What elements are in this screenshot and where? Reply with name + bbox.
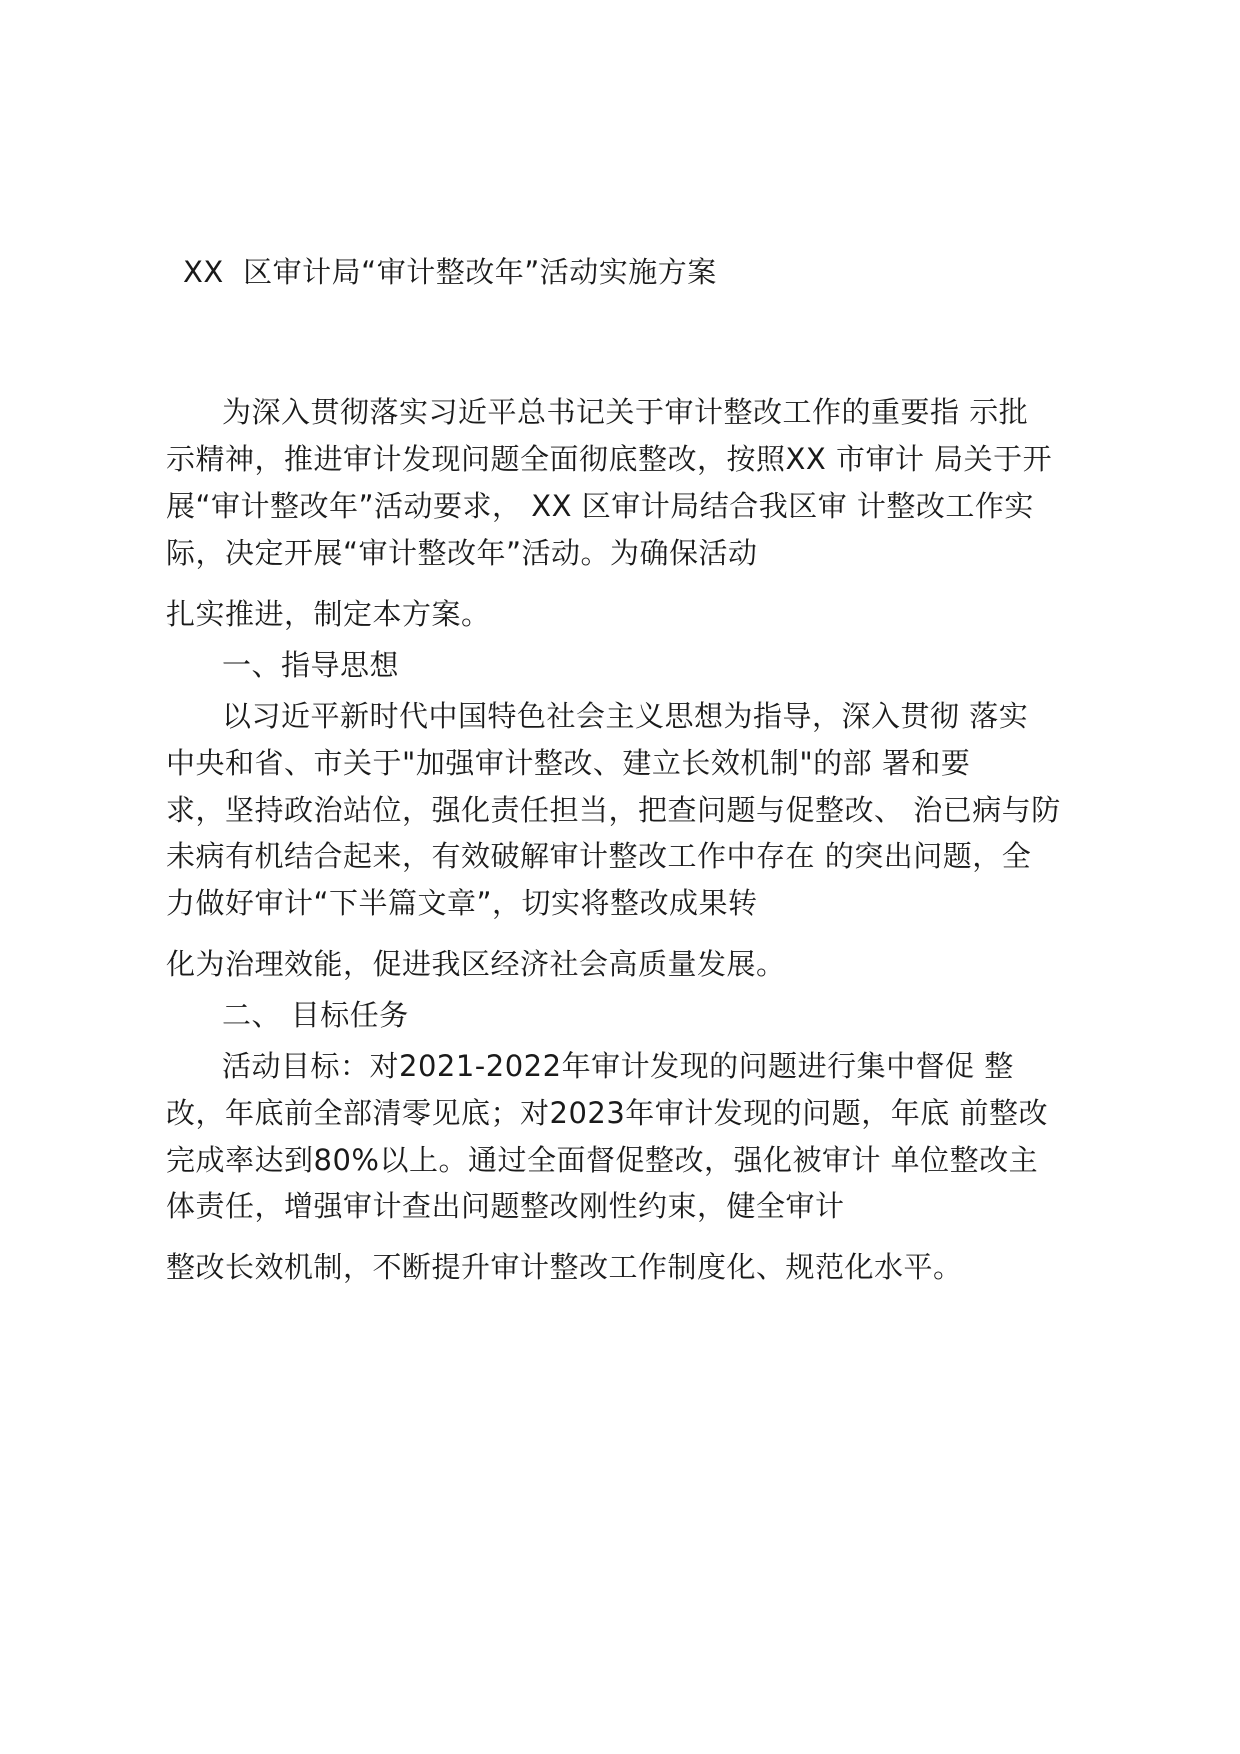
paragraph-1-line-4: 际，决定开展“审计整改年”活动。为确保活动	[166, 536, 758, 570]
paragraph-3-line-2: 改，年底前全部清零见底；对2023年审计发现的问题，年底 前整改	[166, 1096, 1049, 1130]
section-heading-2: 二、 目标任务	[222, 998, 409, 1032]
paragraph-3-line-4: 体责任，增强审计查出问题整改刚性约束，健全审计	[166, 1189, 845, 1223]
paragraph-2-line-1: 以习近平新时代中国特色社会主义思想为指导，深入贯彻 落实	[222, 699, 1029, 733]
paragraph-3-line-1: 活动目标：对2021-2022年审计发现的问题进行集中督促 整	[222, 1049, 1014, 1083]
document-title: XX 区审计局“审计整改年”活动实施方案	[183, 255, 717, 289]
paragraph-2-line-3: 求，坚持政治站位，强化责任担当，把查问题与促整改、 治已病与防	[166, 793, 1061, 827]
paragraph-1-line-2: 示精神，推进审计发现问题全面彻底整改，按照XX 市审计 局关于开	[166, 442, 1053, 476]
paragraph-2-line-5: 力做好审计“下半篇文章”，切实将整改成果转	[166, 886, 758, 920]
paragraph-3-line-5: 整改长效机制，不断提升审计整改工作制度化、规范化水平。	[166, 1250, 963, 1284]
paragraph-1-line-3: 展“审计整改年”活动要求， XX 区审计局结合我区审 计整改工作实	[166, 489, 1034, 523]
paragraph-1-line-1: 为深入贯彻落实习近平总书记关于审计整改工作的重要指 示批	[222, 395, 1029, 429]
section-heading-1: 一、指导思想	[222, 648, 400, 682]
paragraph-2-line-2: 中央和省、市关于"加强审计整改、建立长效机制"的部 署和要	[166, 746, 971, 780]
paragraph-1-line-5: 扎实推进，制定本方案。	[166, 597, 491, 631]
paragraph-2-line-4: 未病有机结合起来，有效破解审计整改工作中存在 的突出问题，全	[166, 839, 1032, 873]
paragraph-3-line-3: 完成率达到80%以上。通过全面督促整改，强化被审计 单位整改主	[166, 1143, 1039, 1177]
paragraph-2-line-6: 化为治理效能，促进我区经济社会高质量发展。	[166, 947, 786, 981]
